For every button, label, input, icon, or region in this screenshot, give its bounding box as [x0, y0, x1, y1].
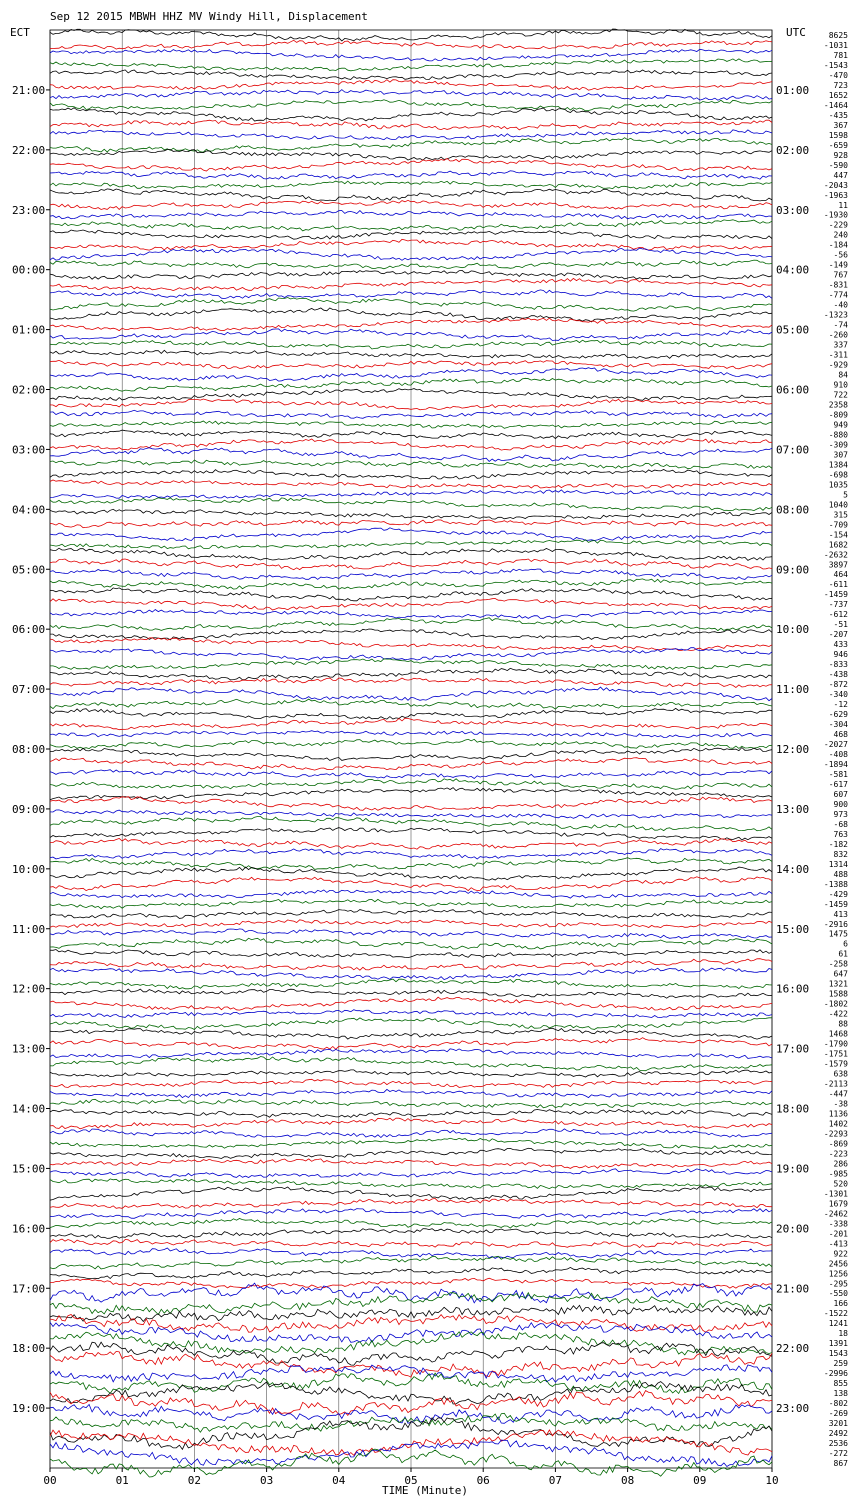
trace-scale-value: -1579 [823, 1059, 848, 1069]
trace-scale-value: 286 [833, 1159, 848, 1169]
trace-scale-value: -1930 [823, 210, 848, 220]
trace-scale-value: -12 [833, 700, 848, 710]
trace-scale-value: 1475 [828, 929, 848, 939]
trace-scale-value: 910 [833, 380, 848, 390]
trace-scale-value: -659 [828, 140, 848, 150]
trace-scale-value: 1384 [828, 460, 848, 470]
trace-scale-value: -1464 [823, 100, 848, 110]
left-hour-label: 10:00 [12, 862, 46, 876]
trace-scale-value: -1031 [823, 40, 848, 50]
trace-scale-value: 2492 [828, 1429, 848, 1439]
trace-scale-value: 3201 [828, 1419, 848, 1429]
trace-scale-value: 1468 [828, 1029, 848, 1039]
trace-scale-value: -929 [828, 360, 848, 370]
trace-scale-value: 2456 [828, 1259, 848, 1269]
trace-scale-value: 520 [833, 1179, 848, 1189]
trace-scale-value: -184 [828, 240, 848, 250]
x-axis-title: TIME (Minute) [381, 1484, 469, 1497]
right-hour-label: 23:00 [776, 1402, 810, 1416]
x-tick-label: 05 [404, 1474, 418, 1487]
trace-scale-value: -1323 [823, 310, 848, 320]
trace-scale-value: 3897 [828, 560, 848, 570]
trace-scale-value: 138 [833, 1389, 848, 1399]
trace-scale-value: 337 [833, 340, 848, 350]
trace-scale-value: -269 [828, 1409, 848, 1419]
x-tick-label: 03 [259, 1474, 274, 1487]
trace-scale-value: -1894 [823, 759, 848, 769]
right-hour-label: 09:00 [776, 563, 810, 577]
trace-scale-value: -422 [828, 1009, 848, 1019]
right-hour-label: 12:00 [776, 743, 810, 756]
trace-scale-value: -154 [828, 530, 848, 540]
trace-scale-labels [824, 31, 848, 1468]
trace-scale-value: 1543 [828, 1349, 848, 1359]
trace-scale-value: 18 [838, 1329, 848, 1339]
trace-scale-value: -429 [828, 889, 848, 899]
left-hour-label: 01:00 [12, 323, 46, 337]
trace-scale-value: -2462 [823, 1209, 848, 1219]
trace-scale-value: -40 [833, 300, 848, 310]
trace-scale-value: 5 [843, 490, 848, 500]
trace-scale-value: 922 [833, 1249, 848, 1259]
trace-scale-value: -68 [833, 819, 848, 829]
trace-scale-value: -872 [828, 680, 848, 690]
trace-scale-value: -629 [828, 710, 848, 720]
trace-scale-value: -229 [828, 220, 848, 230]
trace-scale-value: -1388 [823, 879, 848, 889]
trace-scale-value: 61 [838, 949, 848, 959]
trace-scale-value: 1241 [828, 1319, 848, 1329]
trace-scale-value: -149 [828, 260, 848, 270]
trace-scale-value: 468 [833, 730, 848, 740]
left-hour-label: 05:00 [12, 563, 46, 577]
trace-scale-value: -56 [833, 250, 848, 260]
trace-scale-value: -1790 [823, 1039, 848, 1049]
left-hour-label: 18:00 [12, 1342, 46, 1356]
trace-scale-value: 8625 [828, 30, 848, 40]
trace-scale-value: -831 [828, 280, 848, 290]
trace-scale-value: -1543 [823, 60, 848, 70]
trace-scale-value: -2293 [823, 1129, 848, 1139]
trace-scale-value: 1136 [828, 1109, 848, 1119]
left-hour-label: 19:00 [12, 1402, 46, 1416]
right-hour-label: 08:00 [776, 503, 810, 517]
trace-scale-value: 11 [838, 200, 848, 210]
trace-scale-value: 1035 [828, 480, 848, 490]
trace-scale-value: 763 [833, 829, 848, 839]
right-hour-label: 01:00 [776, 83, 810, 97]
trace-scale-value: -550 [828, 1289, 848, 1299]
trace-scale-value: 1682 [828, 540, 848, 550]
trace-scale-value: 307 [833, 450, 848, 460]
trace-scale-value: -182 [828, 839, 848, 849]
trace-scale-value: -258 [828, 959, 848, 969]
left-hour-label: 08:00 [12, 743, 46, 756]
trace-scale-value: 647 [833, 969, 848, 979]
chart-title: Sep 12 2015 MBWH HHZ MV Windy Hill, Displacement [50, 10, 368, 23]
trace-scale-value: -260 [828, 330, 848, 340]
trace-scale-value: -1802 [823, 999, 848, 1009]
trace-scale-value: 867 [833, 1459, 848, 1469]
right-hour-label: 18:00 [776, 1102, 810, 1116]
left-hour-label: 15:00 [12, 1162, 46, 1176]
trace-scale-value: 1256 [828, 1269, 848, 1279]
trace-scale-value: -38 [833, 1099, 848, 1109]
trace-scale-value: 447 [833, 170, 848, 180]
trace-scale-value: -612 [828, 610, 848, 620]
trace-scale-value: -1301 [823, 1189, 848, 1199]
trace-scale-value: 488 [833, 869, 848, 879]
right-hour-label: 15:00 [776, 922, 810, 936]
trace-scale-value: -470 [828, 70, 848, 80]
trace-scale-value: -2027 [823, 740, 848, 750]
trace-scale-value: -611 [828, 580, 848, 590]
trace-scale-value: 781 [833, 50, 848, 60]
trace-scale-value: 1598 [828, 130, 848, 140]
trace-scale-value: 464 [833, 570, 848, 580]
trace-scale-value: 84 [838, 370, 848, 380]
trace-scale-value: 433 [833, 640, 848, 650]
x-tick-label: 07 [548, 1474, 563, 1487]
trace-scale-value: -809 [828, 410, 848, 420]
trace-scale-value: 946 [833, 650, 848, 660]
trace-scale-value: -201 [828, 1229, 848, 1239]
left-hour-label: 17:00 [12, 1282, 46, 1296]
trace-scale-value: 767 [833, 270, 848, 280]
x-tick-label: 04 [332, 1474, 346, 1487]
right-hour-label: 07:00 [776, 443, 810, 457]
trace-scale-value: 949 [833, 420, 848, 430]
trace-scale-value: 722 [833, 390, 848, 400]
left-hour-label: 11:00 [12, 922, 46, 936]
trace-scale-value: -869 [828, 1139, 848, 1149]
trace-scale-value: 367 [833, 120, 848, 130]
trace-scale-value: -207 [828, 630, 848, 640]
trace-scale-value: 855 [833, 1379, 848, 1389]
right-hour-label: 16:00 [776, 982, 810, 996]
trace-scale-value: -617 [828, 779, 848, 789]
left-hour-label: 23:00 [12, 203, 46, 217]
trace-scale-value: 638 [833, 1069, 848, 1079]
trace-scale-value: 1402 [828, 1119, 848, 1129]
x-tick-label: 00 [43, 1474, 57, 1487]
left-hour-label: 09:00 [12, 802, 46, 816]
left-hour-label: 21:00 [12, 83, 46, 97]
trace-scale-value: 1040 [828, 500, 848, 510]
trace-scale-value: 2536 [828, 1439, 848, 1449]
left-hour-label: 03:00 [12, 443, 46, 457]
trace-scale-value: -1751 [823, 1049, 848, 1059]
trace-scale-value: -985 [828, 1169, 848, 1179]
trace-scale-value: 1679 [828, 1199, 848, 1209]
trace-scale-value: -413 [828, 1239, 848, 1249]
x-tick-label: 01 [115, 1474, 129, 1487]
left-hour-label: 13:00 [12, 1042, 46, 1056]
left-hour-label: 16:00 [12, 1222, 46, 1236]
trace-scale-value: -311 [828, 350, 848, 360]
trace-scale-value: 315 [833, 510, 848, 520]
trace-scale-value: -581 [828, 769, 848, 779]
trace-scale-value: -2043 [823, 180, 848, 190]
right-hour-label: 14:00 [776, 862, 810, 876]
right-hour-label: 22:00 [776, 1342, 810, 1356]
trace-scale-value: 1391 [828, 1339, 848, 1349]
right-hour-label: 20:00 [776, 1222, 810, 1236]
trace-scale-value: -774 [828, 290, 848, 300]
trace-scale-value: -737 [828, 600, 848, 610]
trace-scale-value: -447 [828, 1089, 848, 1099]
trace-scale-value: -880 [828, 430, 848, 440]
trace-scale-value: 1588 [828, 989, 848, 999]
x-tick-label: 06 [476, 1474, 490, 1487]
trace-scale-value: 166 [833, 1299, 848, 1309]
trace-scale-value: 1321 [828, 979, 848, 989]
trace-scale-value: 832 [833, 849, 848, 859]
trace-scale-value: -1459 [823, 899, 848, 909]
right-hour-labels [776, 84, 809, 1415]
x-tick-label: 08 [620, 1474, 635, 1487]
left-hour-label: 04:00 [12, 503, 46, 517]
right-hour-label: 04:00 [776, 263, 810, 277]
left-hour-label: 06:00 [12, 623, 46, 637]
right-hour-label: 10:00 [776, 623, 810, 637]
trace-scale-value: -338 [828, 1219, 848, 1229]
trace-scale-value: 723 [833, 80, 848, 90]
trace-scale-value: -590 [828, 160, 848, 170]
trace-scale-value: -223 [828, 1149, 848, 1159]
trace-scale-value: -2113 [823, 1079, 848, 1089]
right-hour-label: 13:00 [776, 802, 810, 816]
trace-scale-value: -1522 [823, 1309, 848, 1319]
left-hour-label: 14:00 [12, 1102, 46, 1116]
trace-scale-value: -295 [828, 1279, 848, 1289]
left-hour-labels [12, 84, 50, 1415]
right-hour-label: 17:00 [776, 1042, 810, 1056]
trace-scale-value: -435 [828, 110, 848, 120]
trace-scale-value: -833 [828, 660, 848, 670]
left-hour-label: 22:00 [12, 143, 46, 157]
trace-scale-value: 1652 [828, 90, 848, 100]
left-axis-label: ECT [10, 26, 30, 39]
trace-scale-value: -309 [828, 440, 848, 450]
right-hour-label: 03:00 [776, 203, 810, 217]
trace-scale-value: -74 [833, 320, 848, 330]
trace-scale-value: -272 [828, 1449, 848, 1459]
trace-scale-value: -1459 [823, 590, 848, 600]
trace-scale-value: -698 [828, 470, 848, 480]
left-hour-label: 00:00 [12, 263, 46, 277]
right-hour-label: 02:00 [776, 143, 810, 157]
right-hour-label: 21:00 [776, 1282, 810, 1296]
right-hour-label: 19:00 [776, 1162, 810, 1176]
x-tick-label: 10 [765, 1474, 779, 1487]
x-tick-label: 09 [693, 1474, 707, 1487]
trace-scale-value: 2358 [828, 400, 848, 410]
left-hour-label: 12:00 [12, 982, 46, 996]
x-tick-label: 02 [187, 1474, 202, 1487]
plot-gridlines [50, 30, 772, 1468]
right-hour-label: 11:00 [776, 683, 810, 697]
trace-scale-value: -709 [828, 520, 848, 530]
trace-scale-value: -1963 [823, 190, 848, 200]
trace-scale-value: 88 [838, 1019, 848, 1029]
trace-scale-value: 973 [833, 809, 848, 819]
trace-scale-value: 240 [833, 230, 848, 240]
trace-scale-value: 259 [833, 1359, 848, 1369]
right-hour-label: 05:00 [776, 323, 810, 337]
trace-scale-value: 607 [833, 789, 848, 799]
trace-scale-value: 1314 [828, 859, 848, 869]
trace-scale-value: -2996 [823, 1369, 848, 1379]
left-hour-label: 07:00 [12, 683, 46, 697]
trace-scale-value: -802 [828, 1399, 848, 1409]
trace-scale-value: 928 [833, 150, 848, 160]
trace-scale-value: 413 [833, 909, 848, 919]
trace-scale-value: -438 [828, 670, 848, 680]
right-hour-label: 06:00 [776, 383, 810, 397]
right-axis-label: UTC [786, 26, 806, 39]
trace-scale-value: -2916 [823, 919, 848, 929]
trace-scale-value: -304 [828, 720, 848, 730]
trace-scale-value: 6 [843, 939, 848, 949]
trace-scale-value: -51 [833, 620, 848, 630]
trace-scale-value: -340 [828, 690, 848, 700]
trace-scale-value: -2632 [823, 550, 848, 560]
trace-scale-value: 900 [833, 799, 848, 809]
trace-scale-value: -408 [828, 749, 848, 759]
left-hour-label: 02:00 [12, 383, 46, 397]
